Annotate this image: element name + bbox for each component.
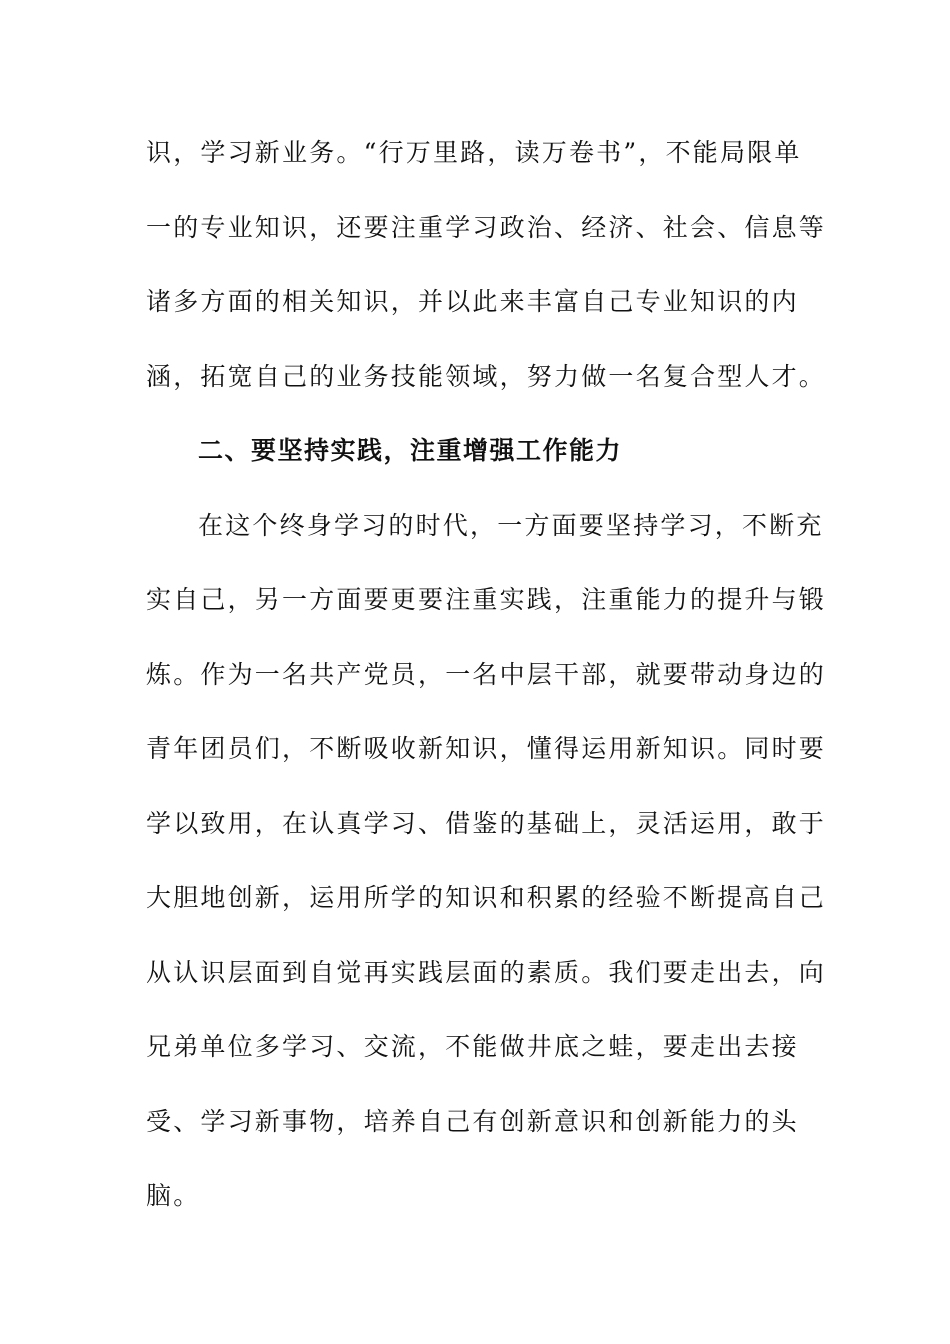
paragraph-line: 识，学习新业务。“行万里路，读万卷书”，不能局限单 <box>146 138 802 167</box>
paragraph-line: 实自己，另一方面要更要注重实践，注重能力的提升与锻 <box>146 585 827 614</box>
paragraph-line: 兄弟单位多学习、交流，不能做井底之蛙，要走出去接 <box>146 1032 799 1061</box>
paragraph-line: 大胆地创新，运用所学的知识和积累的经验不断提高自己 <box>146 883 827 912</box>
paragraph-line: 在这个终身学习的时代，一方面要坚持学习，不断充 <box>198 510 824 540</box>
paragraph-line: 从认识层面到自觉再实践层面的素质。我们要走出去，向 <box>146 957 827 987</box>
paragraph-line: 脑。 <box>146 1181 201 1210</box>
document-body <box>146 123 827 1241</box>
paragraph-line: 青年团员们，不断吸收新知识，懂得运用新知识。同时要 <box>146 734 827 763</box>
paragraph-line: 炼。作为一名共产党员，一名中层干部，就要带动身边的 <box>146 659 827 689</box>
paragraph-line: 一的专业知识，还要注重学习政治、经济、社会、信息等 <box>146 212 827 242</box>
paragraph-line: 学以致用，在认真学习、借鉴的基础上，灵活运用，敢于 <box>146 808 827 838</box>
section-heading: 二、要坚持实践，注重增强工作能力 <box>198 436 623 465</box>
paragraph-line: 涵，拓宽自己的业务技能领域，努力做一名复合型人才。 <box>146 361 827 391</box>
paragraph-line: 受、学习新事物，培养自己有创新意识和创新能力的头 <box>146 1106 799 1136</box>
paragraph-line: 诸多方面的相关知识，并以此来丰富自己专业知识的内 <box>146 287 799 316</box>
